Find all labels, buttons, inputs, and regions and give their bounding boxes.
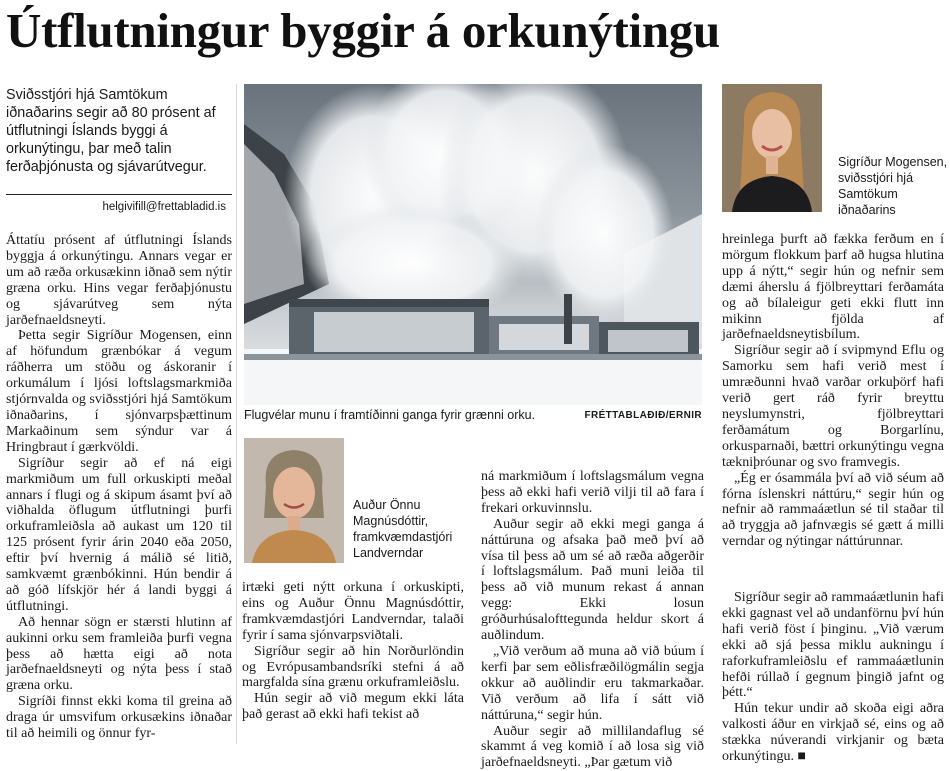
paragraph: Auður segir að millilandaflug sé skammt á veg komið í að losa sig við jarðefnaeldsneyti. „Þar gætum við — [481, 724, 704, 771]
paragraph: „Við verðum að muna að við búum í kerfi þar sem eðlisfræðilögmálin segja okkur að auðlindir eru takmarkaðar. Við verðum að lifa í sátt við náttúruna,“ segir hún. — [481, 644, 704, 724]
article-column-3 — [481, 469, 704, 771]
portrait-caption — [353, 497, 469, 561]
paragraph: „Ég er ósammála því að við séum að fórna íslenskri náttúru,“ segir hún og nefnir að rammaáætlun sé til staðar til að tryggja að jafnvægis sé gætt á milli verndar og nýtingar náttúrunnar. — [722, 471, 944, 551]
paragraph: Sigríður segir að í svipmynd Eflu og Samorku sem hafi verið mest í umræðunni hvað varðar orkuþörf hafi verið gert ráð fyrir breyttu neyslumynstri, fjölbreyttari ferðamátum og Borgarlínu, orkusparnaði, bættri orkunýtingu vegna tækniþróunar og svo framvegis. — [722, 343, 944, 470]
paragraph: Auður segir að ekki megi ganga á náttúruna og afsaka það með því að vísa til þess að um sé að ræða aðgerðir í loftslagsmálum. Það muni leiða til þess að við munum rekast á annan vegg: Ekki losun gróðurhúsalofttegunda heldur skort á auðlindum. — [481, 517, 704, 644]
portrait-name: Auður Önnu Magnúsdóttir, — [353, 497, 469, 529]
paragraph: Þetta segir Sigríður Mogensen, einn af höfundum grænbókar á vegum ráðherra um stöðu og áskoranir í orkumálum í ljósi loftslagsmarkmiða stjórnvalda og sviðsstjóri hjá Samtökum iðnaðarins, í sjónvarpsþættinum Markaðinum sem sýndur var á Hringbraut í gærkvöldi. — [6, 328, 232, 455]
paragraph: Að hennar sögn er stærsti hlutinn af aukinni orku sem framleiða þurfi vegna þess að hætta eigi að nota jarðefnaeldsneyti og nýta þess í stað græna orku. — [6, 615, 232, 695]
paragraph: Sigríður segir að rammaáætlunin hafi ekki gagnast vel að undanförnu því hún hafi verið föst í þinginu. „Við værum ekki að sjá þessa miklu aukningu í raforkuframleiðslu ef rammaáætlunin hefði rúllað í gegnum þingið jafnt og þétt.“ — [722, 590, 944, 701]
column-divider — [236, 84, 237, 744]
paragraph: Sigríður segir að ef ná eigi markmiðum um full orkuskipti meðal annars í flugi og á skipum ásamt því að viðhalda öflugum útflutningi þurfi orkuframleiðsla að aukast um 120 til 125 prósent fyrir árin 2040 eða 2050, eftir því hvernig á málið sé litið, samkvæmt grænbókinni. Hún bendir á að góð lífskjör hér á landi byggi á útflutningi. — [6, 456, 232, 615]
portrait-title: sviðsstjóri hjá Samtökum iðnaðarins — [838, 170, 948, 218]
article-column-2 — [242, 580, 464, 723]
headline: Útflutningur byggir á orkunýtingu — [6, 2, 946, 60]
geothermal-plant-illustration — [244, 84, 702, 405]
byline: helgivifill@frettabladid.is — [6, 201, 226, 213]
paragraph: Áttatíu prósent af útflutningi Íslands byggja á orkunýtingu. Annars vegar er um að ræða orkusækinn iðnað sem nýtir græna orku. Hins vegar ferðaþjónustu og sjávarútveg sem nýta jarðefnaeldsneyti. — [6, 233, 232, 328]
paragraph: ná markmiðum í loftslagsmálum vegna þess að ekki hafi verið vilji til að fara í frekari orkuvinnslu. — [481, 469, 704, 517]
paragraph: irtæki geti nýtt orkuna í orkuskipti, eins og Auður Önnu Magnúsdóttir, framkvæmdastjóri Landverndar, talaði fyrir í sama sjónvarpsviðtali. — [242, 580, 464, 644]
lede: Sviðsstjóri hjá Samtökum iðnaðarins segir að 80 prósent af útflutningi Íslands byggi á orkunýtingu, þar með talin ferðaþjónusta og sjávarútvegur. — [6, 86, 232, 176]
portrait-title: framkvæmdastjóri Landverndar — [353, 529, 469, 561]
paragraph: hreinlega þurft að fækka ferðum en í mörgum flokkum þarf að hugsa hlutina upp á nýtt,“ segir hún og nefnir sem dæmi áherslu á fjölbreyttari ferðamáta og að bílaleigur geti ekki flutt inn mikinn fjölda af jarðefnaeldsneytisbílum. — [722, 232, 944, 343]
photo-credit: FRÉTTABLAÐIÐ/ERNIR — [584, 410, 702, 421]
paragraph: Hún segir að við megum ekki láta það gerast að ekki hafi tekist að — [242, 691, 464, 723]
paragraph: Sigríður segir að hin Norðurlöndin og Evrópusambandsríki stefni á að margfalda sína grænu orkuframleiðslu. — [242, 644, 464, 692]
portrait-illustration — [722, 84, 822, 212]
portrait-audur-onnu-magnusdottir — [244, 438, 344, 563]
caption-text: Flugvélar munu í framtíðinni ganga fyrir grænni orku. — [244, 408, 535, 422]
paragraph: Sigríði finnst ekki koma til greina að draga úr umsvifum orkusækins iðnaðar til að heimili og önnur fyr- — [6, 694, 232, 742]
portrait-illustration — [244, 438, 344, 563]
main-photo — [244, 84, 702, 405]
lede-divider — [6, 194, 232, 195]
article-column-4 — [722, 232, 944, 550]
article-column-4-continued — [722, 590, 944, 765]
photo-caption — [244, 408, 702, 422]
portrait-caption — [838, 154, 948, 218]
portrait-name: Sigríður Mogensen, — [838, 154, 948, 170]
paragraph: Hún tekur undir að skoða eigi aðra valkosti áður en virkjað sé, eins og að stækka núverandi virkjanir og bæta orkunýtingu. ■ — [722, 701, 944, 765]
article-column-1 — [6, 233, 232, 742]
portrait-sigridur-mogensen — [722, 84, 822, 212]
